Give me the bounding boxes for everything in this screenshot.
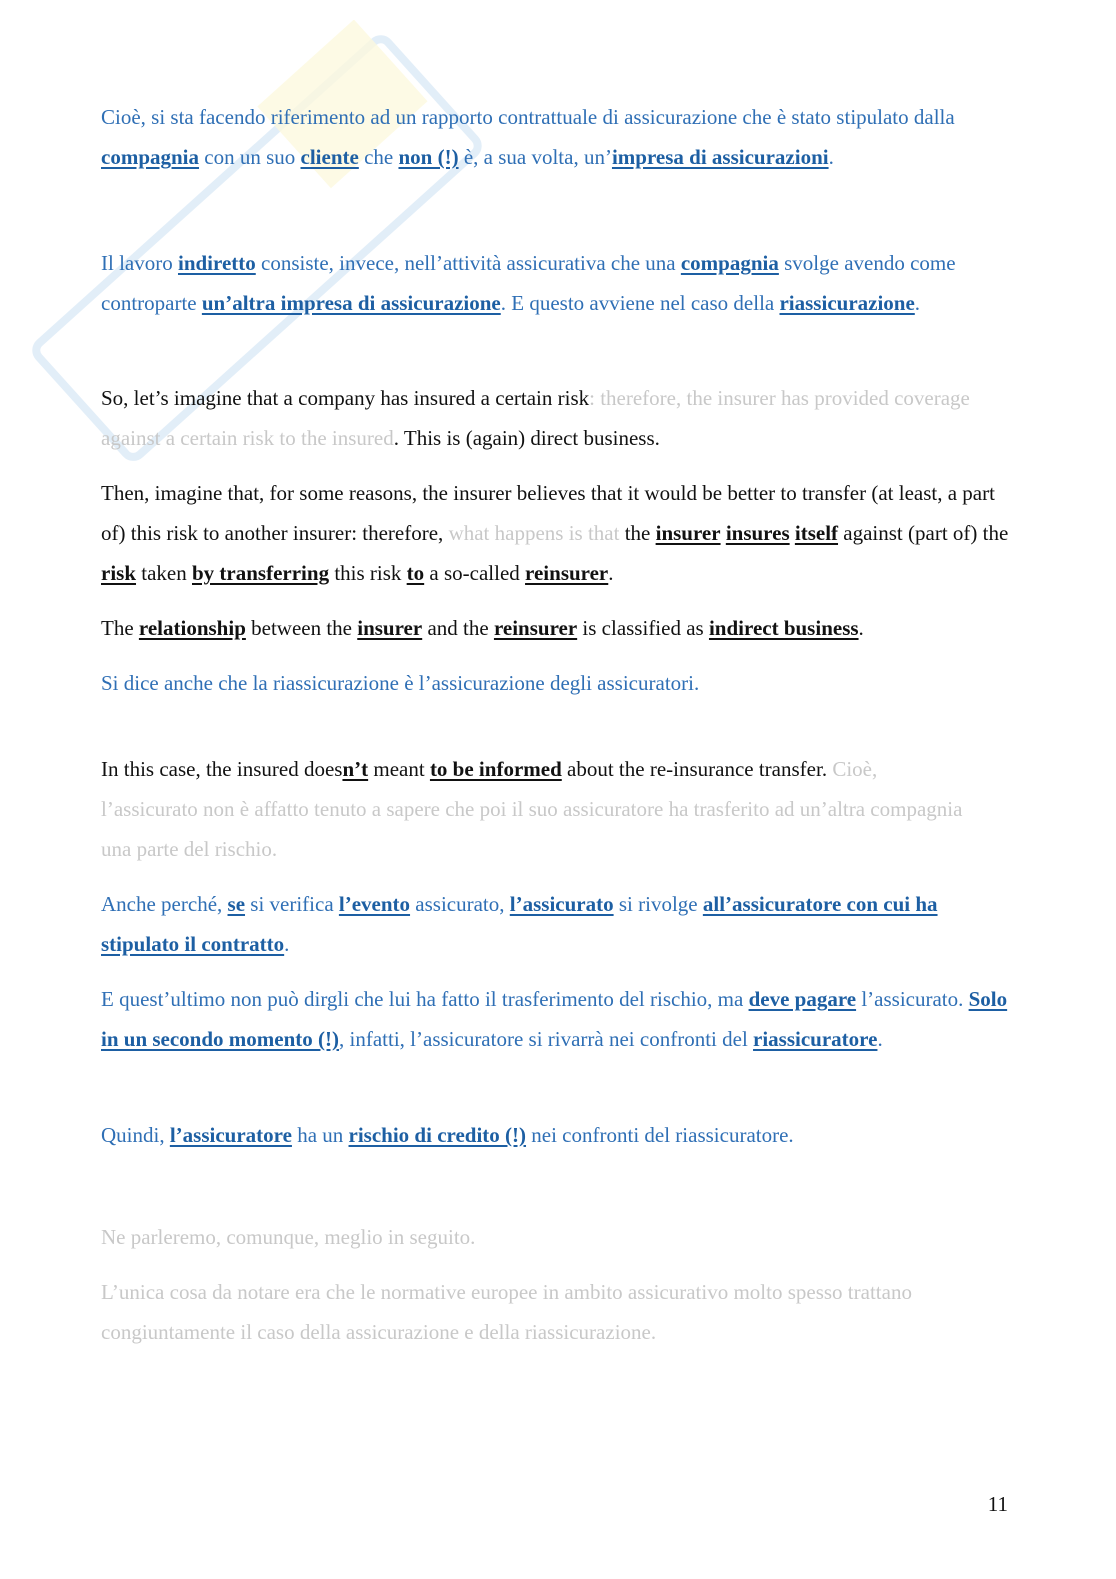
highlight: l’assicurato <box>509 892 614 916</box>
highlight: reinsurer <box>525 561 609 585</box>
highlight: l’evento <box>338 892 411 916</box>
highlight: by transferring <box>192 561 330 585</box>
paragraph-9: E quest’ultimo non può dirgli che lui ha fatto il trasferimento del rischio, ma deve pagare l’assicurato. Solo in un secondo momento (!), infatti, l’assicuratore si rivarrà nei confronti del riassicuratore. <box>101 987 1008 1051</box>
paragraph-10: Quindi, l’assicuratore ha un rischio di credito (!) nei confronti del riassicuratore. <box>101 1123 794 1147</box>
page-number: 11 <box>987 1492 1008 1516</box>
highlight: to be informed <box>429 757 562 781</box>
paragraph-6: Si dice anche che la riassicurazione è l’assicurazione degli assicuratori. <box>101 671 700 695</box>
paragraph-3: So, let’s imagine that a company has insured a certain risk: therefore, the insurer has provided coverage against a certain risk to the insured. This is (again) direct business. <box>101 386 970 450</box>
highlight: compagnia <box>101 145 200 169</box>
highlight: insurer <box>655 521 721 545</box>
paragraph-12: L’unica cosa da notare era che le normative europee in ambito assicurativo molto spesso trattano congiuntamente il caso della assicurazione e della riassicurazione. <box>101 1280 912 1344</box>
highlight: to <box>406 561 425 585</box>
highlight: se <box>227 892 246 916</box>
highlight: riassicurazione <box>779 291 915 315</box>
highlight: compagnia <box>680 251 779 275</box>
highlight: un’altra impresa di assicurazione <box>201 291 501 315</box>
highlight: itself <box>794 521 839 545</box>
paragraph-2: Il lavoro indiretto consiste, invece, nell’attività assicurativa che una compagnia svolge avendo come controparte un’altra impresa di assicurazione. E questo avviene nel caso della riassicurazione. <box>101 251 956 315</box>
highlight: insurer <box>357 616 423 640</box>
paragraph-1: Cioè, si sta facendo riferimento ad un rapporto contrattuale di assicurazione che è stato stipulato dalla compagnia con un suo cliente che non (!) è, a sua volta, un’impresa di assicurazioni. <box>101 105 955 169</box>
highlight: relationship <box>138 616 246 640</box>
paragraph-5: The relationship between the insurer and the reinsurer is classified as indirect business. <box>101 616 864 640</box>
highlight: indiretto <box>177 251 256 275</box>
highlight: reinsurer <box>493 616 578 640</box>
highlight: indirect business <box>708 616 859 640</box>
highlight: cliente <box>300 145 359 169</box>
highlight: riassicuratore <box>753 1027 878 1051</box>
highlight: all’assicuratore con cui ha stipulato il contratto <box>101 892 938 956</box>
highlight: insures <box>725 521 790 545</box>
paragraph-4: Then, imagine that, for some reasons, the insurer believes that it would be better to transfer (at least, a part of) this risk to another insurer: therefore, what happens is that the insurer insures itself against (part of) the risk taken by transferring this risk to a so-called reinsurer. <box>101 481 1009 585</box>
highlight: rischio di credito (!) <box>348 1123 527 1147</box>
highlight: non (!) <box>398 145 459 169</box>
highlight: risk <box>101 561 137 585</box>
paragraph-7: In this case, the insured doesn’t meant to be informed about the re-insurance transfer. Cioè, l’assicurato non è affatto tenuto a sapere che poi il suo assicuratore ha trasferito ad un’altra compagnia una parte del rischio. <box>101 757 963 861</box>
highlight: deve pagare <box>748 987 857 1011</box>
highlight: impresa di assicurazioni <box>611 145 829 169</box>
highlight: l’assicuratore <box>169 1123 292 1147</box>
highlight: Solo in un secondo momento (!) <box>101 987 1008 1051</box>
highlight: n’t <box>342 757 369 781</box>
paragraph-11: Ne parleremo, comunque, meglio in seguito. <box>101 1225 476 1249</box>
paragraph-8: Anche perché, se si verifica l’evento assicurato, l’assicurato si rivolge all’assicuratore con cui ha stipulato il contratto. <box>101 892 938 956</box>
